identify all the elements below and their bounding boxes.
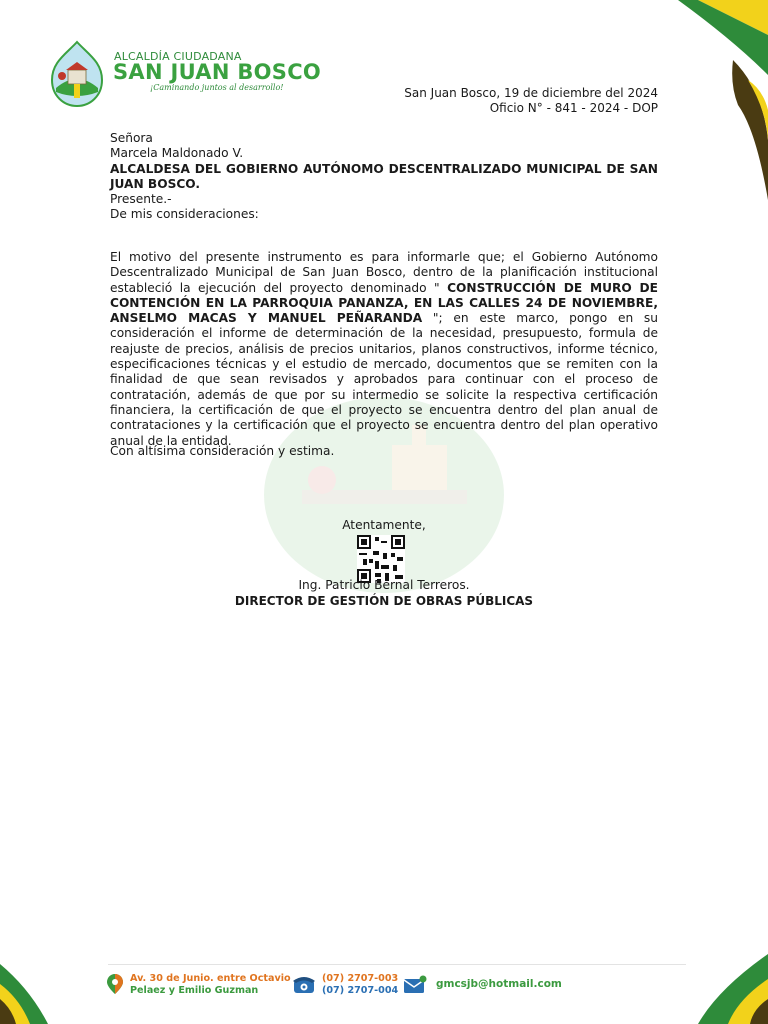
footer-divider [108,964,686,965]
logo-title-line1: ALCALDÍA CIUDADANA [114,50,242,63]
recipient-position: ALCALDESA DEL GOBIERNO AUTÓNOMO DESCENTRALIZADO MUNICIPAL DE SAN JUAN BOSCO. [110,161,658,191]
signatory-title: DIRECTOR DE GESTIÓN DE OBRAS PÚBLICAS [234,594,534,608]
recipient-block [110,131,658,223]
telephone-icon [292,973,316,995]
logo-slogan: ¡Caminando juntos al desarrollo! [150,83,284,92]
decorative-ribbon-bottom-left [0,954,60,1024]
presente-text: Presente.- [110,192,172,207]
closing-line: Con altísima consideración y estima. [110,444,335,458]
footer-address-line1: Av. 30 de Junio. entre Octavio [130,973,291,984]
footer-address-line2: Pelaez y Emilio Guzman [130,985,259,996]
logo-title-line2: SAN JUAN BOSCO [113,60,322,84]
footer-phone-1: (07) 2707-003 [322,973,399,984]
email-envelope-icon [403,974,427,996]
qr-code-icon[interactable] [357,535,405,583]
body-text-part2: "; en este marco, pongo en su consideración el informe de determinación de la necesidad, presupuesto, formula de reajuste de precios, análisis de precios unitarios, planos constructivos, informe técnico, especificaciones técnicas y el estudio de mercado, documentos que se remiten con la finalidad de que sean revisados y aprobados para continuar con el proceso de contratación, además de que por su intermedio se solicite la respectiva certificación financiera, la certificación de que el proyecto se encuentra dentro del plan anual de contrataciones y la certificación que el proyecto se encuentra dentro del plan operativo anual de la entidad. [110,311,658,448]
footer-phone-2: (07) 2707-004 [322,985,399,996]
body-paragraph [110,250,658,449]
document-date: San Juan Bosco, 19 de diciembre del 2024 [404,86,658,100]
footer-email[interactable]: gmcsjb@hotmail.com [436,978,562,990]
salutation: Señora [110,131,153,145]
location-pin-icon [105,973,125,995]
municipality-emblem-icon [46,40,108,110]
body-text-part1: El motivo del presente instrumento es para informarle que; el Gobierno Autónomo Descentralizado Municipal de San Juan Bosco, dentro de la planificación institucional estableció la ejecución del proyecto denominado " [110,250,658,295]
recipient-name: Marcela Maldonado V. [110,146,244,161]
signatory-name: Ing. Patricio Bernal Terreros. [298,578,470,592]
decorative-ribbon-bottom-right [658,954,768,1024]
atentamente-text: Atentamente, [342,518,426,532]
project-name: CONSTRUCCIÓN DE MURO DE CONTENCIÓN EN LA PARROQUIA PANANZA, EN LAS CALLES 24 DE NOVIEMBRE, ANSELMO MACAS Y MANUEL PEÑARANDA [110,280,658,326]
considerations-text: De mis consideraciones: [110,207,259,222]
document-reference-number: Oficio N° - 841 - 2024 - DOP [489,101,658,115]
